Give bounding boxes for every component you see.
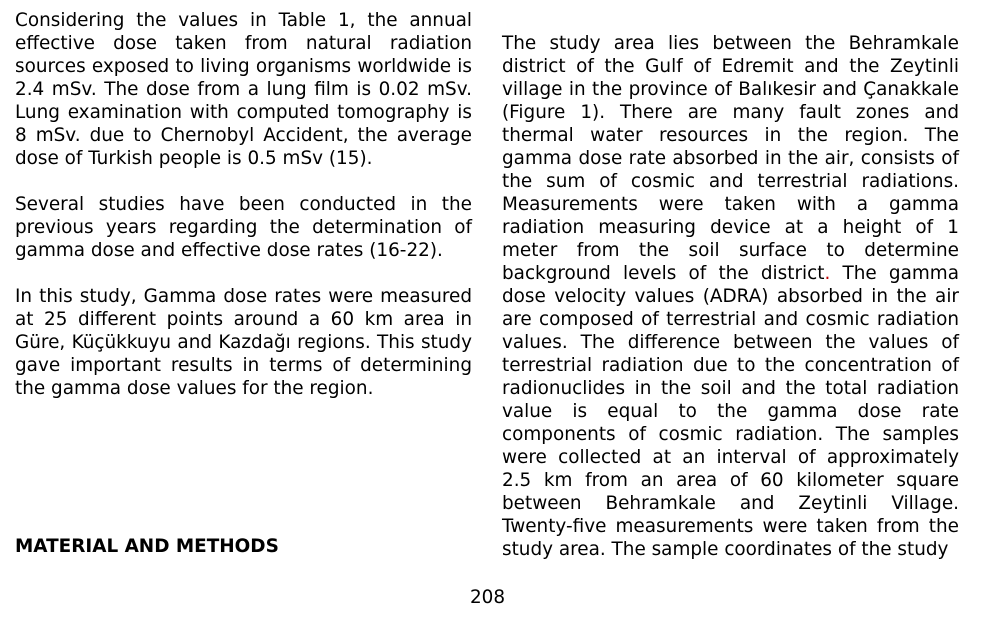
paragraph-previous-studies: Several studies have been conducted in the previous years regarding the determination of gamma dose and effective dose rates (16-22). [15, 194, 472, 261]
paragraph-spacer [15, 170, 472, 193]
page-number: 208 [469, 587, 506, 608]
paragraph-study-area [502, 32, 959, 561]
highlighted-period: . [824, 263, 831, 284]
study-area-text-part-1: The study area lies between the Behramkale district of the Gulf of Edremit and the Zeytinli village in the province of Balıkesir and Çanakkale (Figure 1). There are many fault zones and thermal water resources in the region. The gamma dose rate absorbed in the air, consists of the sum of cosmic and terrestrial radiations. Measurements were taken with a gamma radiation measuring device at a height of 1 meter from the soil surface to determine background levels of the district [502, 33, 959, 284]
paragraph-annual-dose: Considering the values in Table 1, the annual effective dose taken from natural radiation sources exposed to living organisms worldwide is 2.4 mSv. The dose from a lung film is 0.02 mSv. Lung examination with computed tomography is 8 mSv. due to Chernobyl Accident, the average dose of Turkish people is 0.5 mSv (15). [15, 10, 472, 169]
study-area-text-part-2: The gamma dose velocity values (ADRA) absorbed in the air are composed of terrestrial and cosmic radiation values. The difference between the values of terrestrial radiation due to the concentration of radionuclides in the soil and the total radiation value is equal to the gamma dose rate components of cosmic radiation. The samples were collected at an interval of approximately 2.5 km from an area of 60 kilometer square between Behramkale and Zeytinli Village. Twenty-five measurements were taken from the study area. The sample coordinates of the study [502, 263, 959, 560]
paragraph-spacer [15, 262, 472, 285]
left-column [15, 9, 472, 400]
paragraph-this-study: In this study, Gamma dose rates were measured at 25 different points around a 60 km area in Güre, Küçükkuyu and Kazdağı regions. This study gave important results in terms of determining the gamma dose values for the region. [15, 286, 472, 399]
right-column [502, 32, 959, 561]
section-heading-material-methods: MATERIAL AND METHODS [15, 536, 279, 557]
